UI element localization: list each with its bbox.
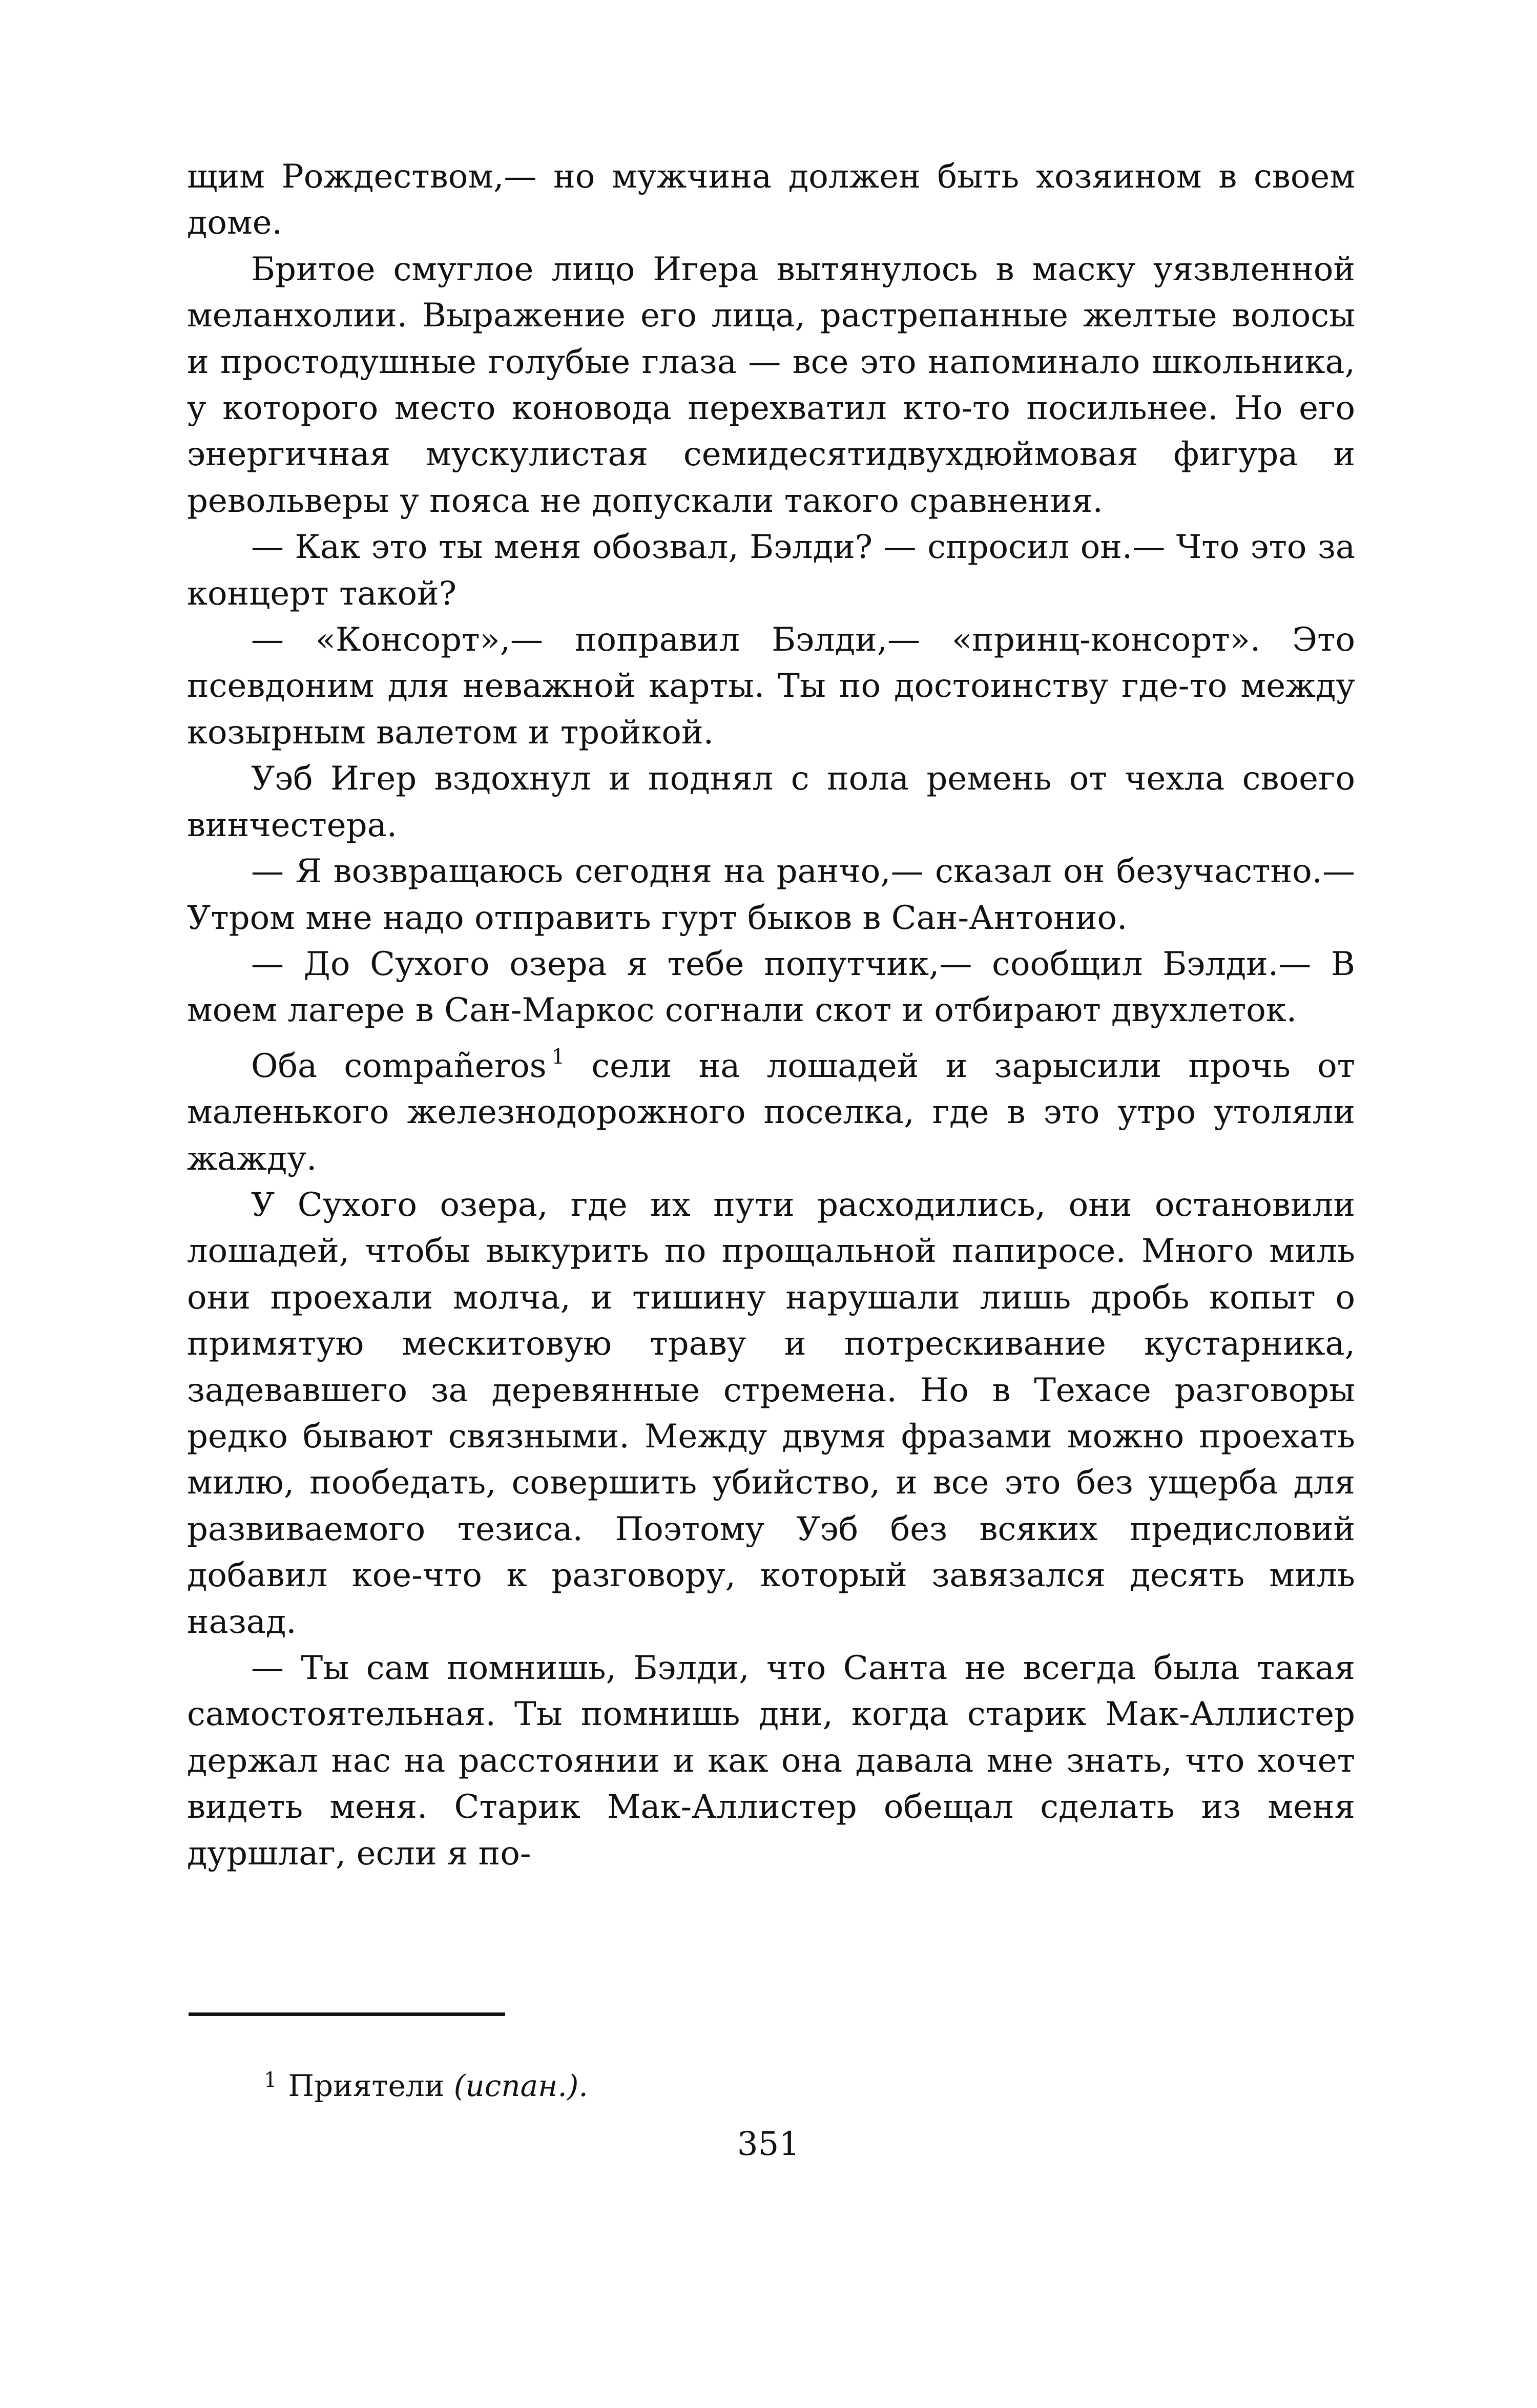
paragraph-4: — «Консорт»,— поправил Бэлди,— «принц-консорт». Это псевдоним для неважной карты. Ты по достоинству где-то между козырным валетом и тройкой. xyxy=(187,621,1355,752)
paragraph-8 xyxy=(187,1034,1355,1182)
paragraph-8-rest: сели на лошадей и зарысили прочь от маленького железнодорожного поселка, где в это утро утоляли жажду. xyxy=(187,1047,1356,1178)
paragraph-2: Бритое смуглое лицо Игера вытянулось в маску уязвленной меланхолии. Выражение его лица, растрепанные желтые волосы и простодушные голубые глаза — все это напоминало школьника, у которого место коновода перехватил кто-то посильнее. Но его энергичная мускулистая семидесятидвухдюймовая фигура и револьверы у пояса не допускали такого сравнения. xyxy=(187,250,1355,520)
paragraph-6: — Я возвращаюсь сегодня на ранчо,— сказал он безучастно.— Утром мне надо отправить гурт быков в Сан-Антонио. xyxy=(187,853,1355,937)
paragraph-5: Уэб Игер вздохнул и поднял с пола ремень от чехла своего винчестера. xyxy=(187,760,1355,844)
footnote xyxy=(264,2060,588,2106)
footnote-language-note: (испан.). xyxy=(453,2068,588,2103)
paragraph-3: — Как это ты меня обозвал, Бэлди? — спросил он.— Что это за концерт такой? xyxy=(187,528,1355,613)
footnote-mark: 1 xyxy=(264,2068,277,2092)
paragraph-10: — Ты сам помнишь, Бэлди, что Санта не всегда была такая самостоятельная. Ты помнишь дни, когда старик Мак-Аллистер держал нас на расстоянии и как она давала мне знать, что хочет видеть меня. Старик Мак-Аллистер обещал сделать из меня дуршлаг, если я по- xyxy=(187,1649,1355,1873)
footnote-text: Приятели xyxy=(288,2068,445,2103)
paragraph-1: щим Рождеством,— но мужчина должен быть хозяином в своем доме. xyxy=(187,158,1355,242)
paragraph-9: У Сухого озера, где их пути расходились, они остановили лошадей, чтобы выкурить по прощальной папиросе. Много миль они проехали молча, и тишину нарушали лишь дробь копыт о примятую мескитовую траву и потрескивание кустарника, задевавшего за деревянные стремена. Но в Техасе разговоры редко бывают связными. Между двумя фразами можно проехать милю, пообедать, совершить убийство, и все это без ущерба для развиваемого тезиса. Поэтому Уэб без всяких предисловий добавил кое-что к разговору, который завязался десять миль назад. xyxy=(187,1186,1355,1641)
paragraph-7: — До Сухого озера я тебе попутчик,— сообщил Бэлди.— В моем лагере в Сан-Маркос согнали скот и отбирают двухлеток. xyxy=(187,945,1355,1030)
paragraph-8-start: Оба compañeros xyxy=(251,1047,547,1085)
body-text xyxy=(187,154,1355,1877)
footnote-divider xyxy=(189,2012,505,2016)
footnote-reference: 1 xyxy=(551,1045,565,1069)
page-number: 351 xyxy=(737,2125,800,2163)
